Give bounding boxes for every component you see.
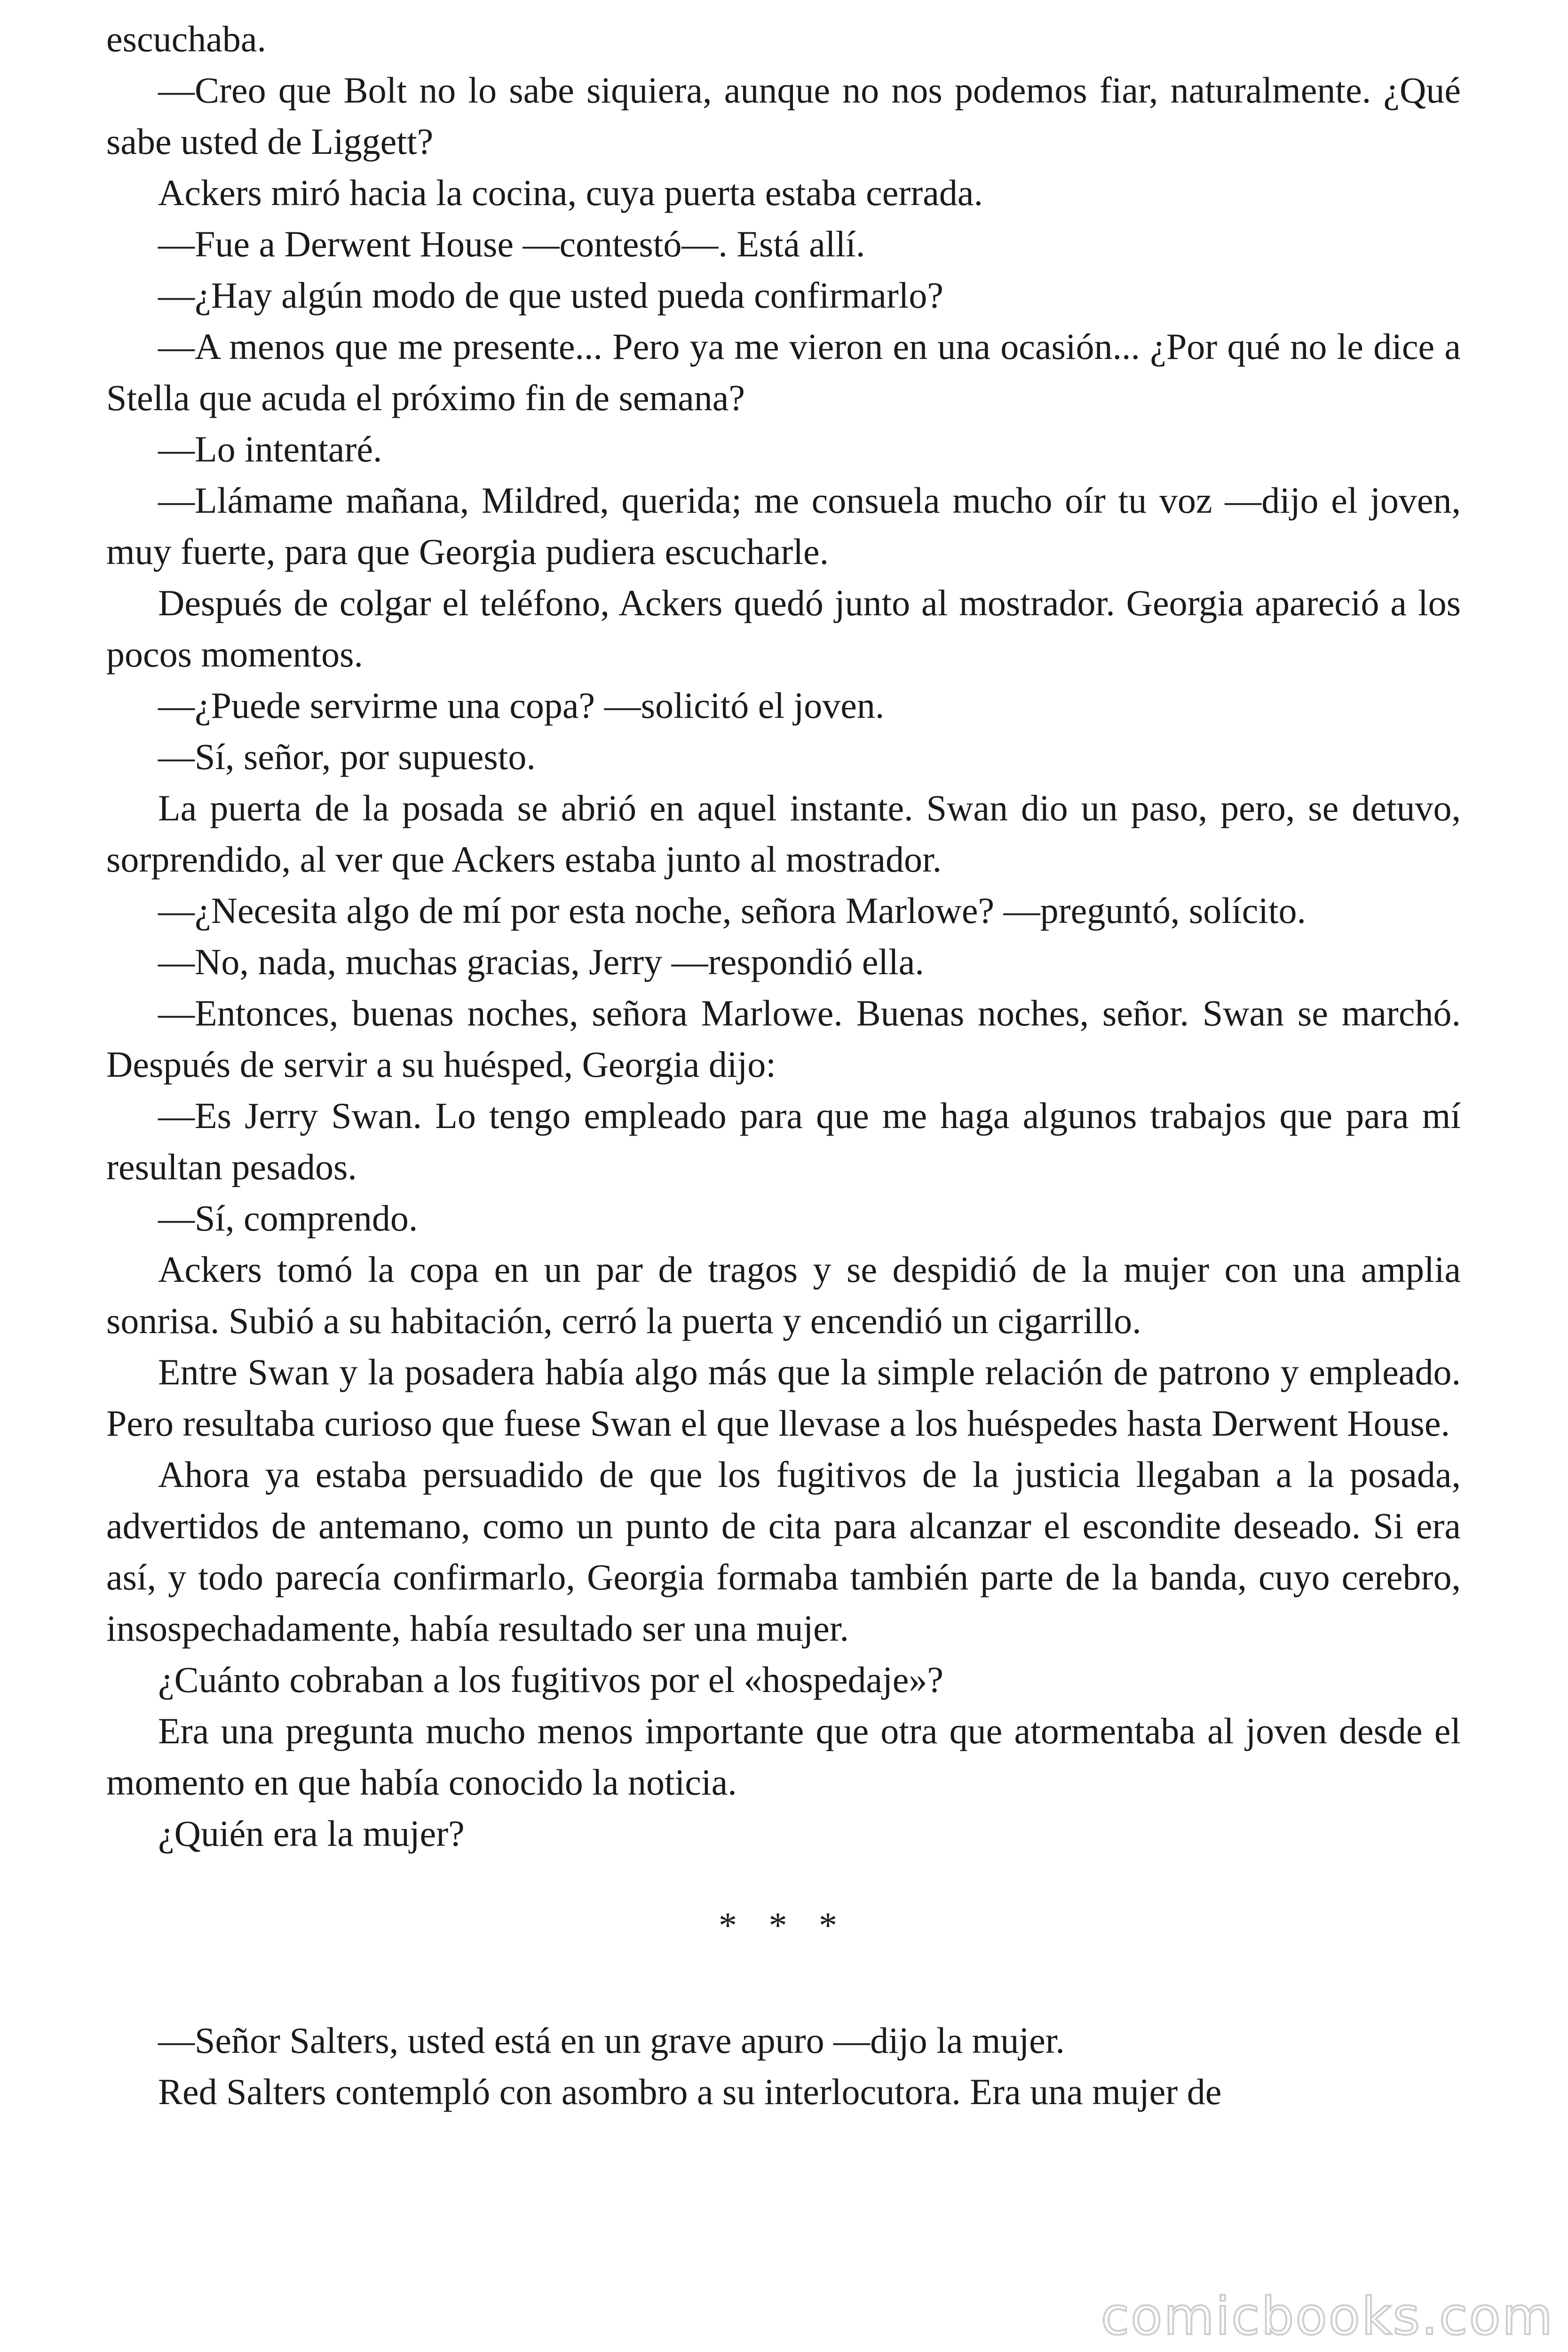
paragraph: escuchaba. [106, 18, 266, 59]
paragraph: —A menos que me presente... Pero ya me vieron en una ocasión... ¿Por qué no le dice a Stella que acuda el próximo fin de semana? [106, 326, 1461, 418]
paragraph: —Creo que Bolt no lo sabe siquiera, aunque no nos podemos fiar, naturalmente. ¿Qué sabe usted de Liggett? [106, 70, 1461, 162]
section-separator: * * * [719, 1905, 848, 1946]
paragraph: —Señor Salters, usted está en un grave apuro —dijo la mujer. [158, 2020, 1065, 2061]
paragraph: Después de colgar el teléfono, Ackers quedó junto al mostrador. Georgia apareció a los pocos momentos. [106, 582, 1461, 675]
paragraph: —¿Necesita algo de mí por esta noche, señora Marlowe? —preguntó, solícito. [158, 890, 1307, 931]
body-text-before-break [106, 13, 1461, 1859]
paragraph: Entre Swan y la posadera había algo más que la simple relación de patrono y empleado. Pero resultaba curioso que fuese Swan el que llevase a los huéspedes hasta Derwent House. [106, 1351, 1461, 1444]
paragraph: La puerta de la posada se abrió en aquel instante. Swan dio un paso, pero, se detuvo, sorprendido, al ver que Ackers estaba junto al mostrador. [106, 787, 1461, 880]
paragraph: ¿Cuánto cobraban a los fugitivos por el «hospedaje»? [158, 1659, 944, 1700]
paragraph: —Sí, señor, por supuesto. [158, 736, 536, 777]
paragraph: —Lo intentaré. [158, 429, 382, 469]
paragraph: Era una pregunta mucho menos importante que otra que atormentaba al joven desde el momento en que había conocido la noticia. [106, 1710, 1461, 1803]
paragraph: Ackers miró hacia la cocina, cuya puerta estaba cerrada. [158, 172, 983, 213]
paragraph: —Entonces, buenas noches, señora Marlowe. Buenas noches, señor. Swan se marchó. Después de servir a su huésped, Georgia dijo: [106, 993, 1461, 1085]
paragraph: —No, nada, muchas gracias, Jerry —respondió ella. [158, 941, 924, 982]
paragraph: —Es Jerry Swan. Lo tengo empleado para que me haga algunos trabajos que para mí resultan pesados. [106, 1095, 1461, 1187]
paragraph: Ackers tomó la copa en un par de tragos y se despidió de la mujer con una amplia sonrisa. Subió a su habitación, cerró la puerta y encendió un cigarrillo. [106, 1249, 1461, 1341]
paragraph: Red Salters contempló con asombro a su interlocutora. Era una mujer de [158, 2071, 1222, 2112]
watermark-logo: comicbooks.com [1101, 2286, 1554, 2346]
paragraph: —Sí, comprendo. [158, 1198, 418, 1239]
document-page [106, 13, 1461, 2117]
paragraph: —Fue a Derwent House —contestó—. Está allí. [158, 223, 865, 264]
paragraph: Ahora ya estaba persuadido de que los fugitivos de la justicia llegaban a la posada, advertidos de antemano, como un punto de cita para alcanzar el escondite deseado. Si era así, y todo parecía confirmarlo, Georgia formaba también parte de la banda, cuyo cerebro, insospechadamente, había resultado ser una mujer. [106, 1454, 1461, 1649]
paragraph: —Llámame mañana, Mildred, querida; me consuela mucho oír tu voz —dijo el joven, muy fuerte, para que Georgia pudiera escucharle. [106, 480, 1461, 572]
paragraph: ¿Quién era la mujer? [158, 1813, 465, 1854]
paragraph: —¿Hay algún modo de que usted pueda confirmarlo? [158, 275, 943, 316]
body-text-after-break [106, 2015, 1461, 2117]
paragraph: —¿Puede servirme una copa? —solicitó el joven. [158, 685, 885, 726]
